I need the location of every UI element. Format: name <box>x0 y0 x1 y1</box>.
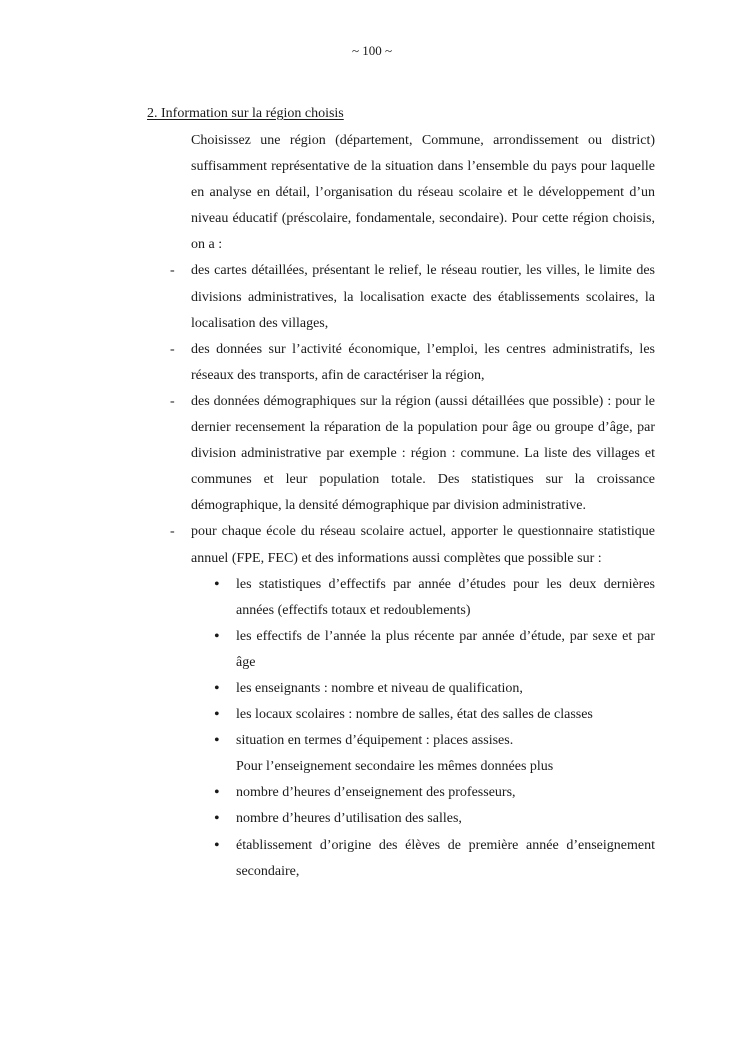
intro-paragraph: Choisissez une région (département, Commune, arrondissement ou district) suffisamment représentative de la situation dans l’ensemble du pays pour laquelle en analyse en détail, l’organisation du réseau scolaire et le développement d’un niveau éducatif (préscolaire, fondamentale, secondaire). Pour cette région choisis, on a : <box>191 133 655 253</box>
secondary-note-text: Pour l’enseignement secondaire les mêmes données plus <box>236 759 554 775</box>
dash-marker: - <box>170 393 175 409</box>
list-item-text: situation en termes d’équipement : places assises. <box>236 733 514 749</box>
list-item-text: les statistiques d’effectifs par année d’études pour les deux dernières années (effectifs totaux et redoublements) <box>236 576 655 618</box>
list-item <box>214 702 655 728</box>
dash-item-economy <box>170 337 655 389</box>
dash-item-text: des données démographiques sur la région (aussi détaillées que possible) : pour le dernier recensement la réparation de la population pour âge ou groupe d’âge, par division administrative par exemple : région : commune. La liste des villages et communes et leur population totale. Des statistiques sur la croissance démographique, la densité démographique par division administrative. <box>191 393 655 514</box>
list-item-text: les locaux scolaires : nombre de salles, état des salles de classes <box>236 707 593 723</box>
dash-item-maps <box>170 258 655 336</box>
bullet-icon: • <box>214 575 220 593</box>
bullet-icon: • <box>214 679 220 697</box>
list-item <box>214 572 655 624</box>
list-item-text: les enseignants : nombre et niveau de qualification, <box>236 680 523 696</box>
bullet-icon: • <box>214 836 220 854</box>
dash-item-schools <box>170 519 655 571</box>
section-heading: 2. Information sur la région choisis <box>147 106 344 121</box>
bullet-icon: • <box>214 810 220 828</box>
document-body <box>170 128 655 885</box>
list-item <box>214 676 655 702</box>
dash-item-demographics <box>170 389 655 519</box>
dash-item-text: pour chaque école du réseau scolaire actuel, apporter le questionnaire statistique annuel (FPE, FEC) et des informations aussi complètes que possible sur : <box>191 524 655 566</box>
list-item <box>214 780 655 806</box>
bullet-icon: • <box>214 627 220 645</box>
bullet-icon: • <box>214 732 220 750</box>
bullet-icon: • <box>214 706 220 724</box>
list-item <box>214 624 655 676</box>
bullet-icon: • <box>214 784 220 802</box>
dash-marker: - <box>170 524 175 540</box>
dash-marker: - <box>170 341 175 357</box>
list-item-text: nombre d’heures d’utilisation des salles, <box>236 811 462 827</box>
list-item-text: nombre d’heures d’enseignement des professeurs, <box>236 785 516 801</box>
list-item <box>214 728 655 754</box>
school-info-list <box>191 572 655 885</box>
list-item <box>214 833 655 885</box>
list-item-text: les effectifs de l’année la plus récente par année d’étude, par sexe et par âge <box>236 628 655 670</box>
dash-marker: - <box>170 263 175 279</box>
list-item-text: établissement d’origine des élèves de première année d’enseignement secondaire, <box>236 837 655 879</box>
dash-item-text: des données sur l’activité économique, l’emploi, les centres administratifs, les réseaux des transports, afin de caractériser la région, <box>191 341 655 383</box>
secondary-note <box>236 754 655 780</box>
list-item <box>214 806 655 832</box>
dash-item-text: des cartes détaillées, présentant le relief, le réseau routier, les villes, le limite des divisions administratives, la localisation exacte des établissements scolaires, la localisation des villages, <box>191 263 655 331</box>
page-number: ~ 100 ~ <box>351 43 393 58</box>
